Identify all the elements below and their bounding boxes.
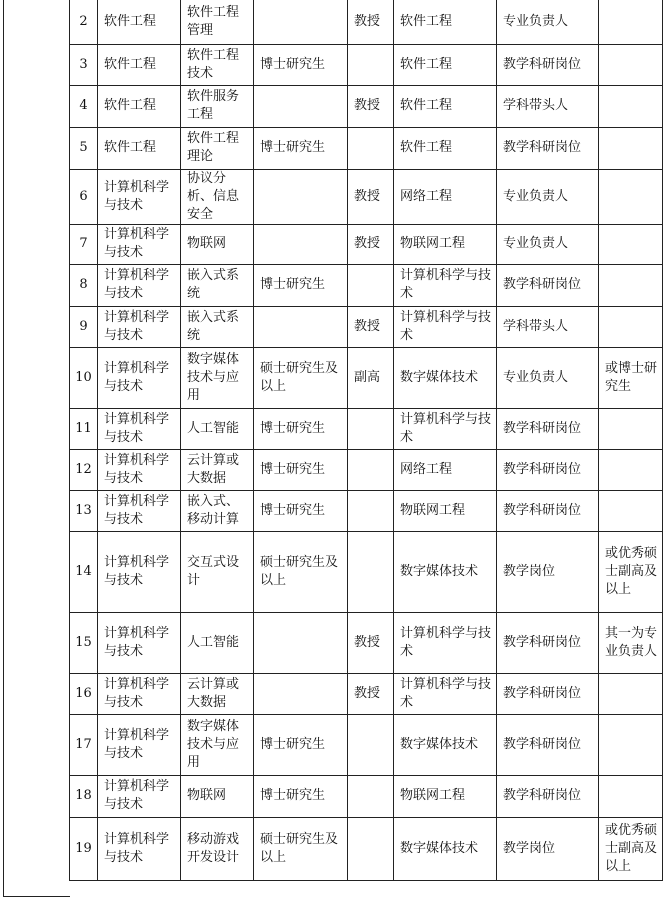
cell-education: 博士研究生 bbox=[254, 408, 348, 449]
cell-post: 学科带头人 bbox=[497, 306, 599, 347]
cell-discipline: 计算机科学与技术 bbox=[98, 490, 181, 531]
cell-professional-title: 教授 bbox=[348, 169, 394, 224]
cell-discipline: 计算机科学与技术 bbox=[98, 817, 181, 880]
cell-remark bbox=[599, 44, 663, 85]
cell-education: 硕士研究生及以上 bbox=[254, 531, 348, 612]
cell-education bbox=[254, 224, 348, 264]
cell-professional-title: 教授 bbox=[348, 0, 394, 44]
cell-major: 计算机科学与技术 bbox=[394, 264, 497, 306]
cell-research-direction: 云计算或大数据 bbox=[181, 449, 254, 490]
cell-remark bbox=[599, 449, 663, 490]
cell-professional-title: 教授 bbox=[348, 224, 394, 264]
cell-number: 10 bbox=[70, 347, 98, 408]
cell-professional-title bbox=[348, 775, 394, 817]
table-row bbox=[70, 127, 663, 169]
cell-post: 教学科研岗位 bbox=[497, 775, 599, 817]
cell-professional-title: 教授 bbox=[348, 85, 394, 127]
cell-education: 博士研究生 bbox=[254, 490, 348, 531]
table-row bbox=[70, 612, 663, 673]
cell-remark bbox=[599, 224, 663, 264]
table-row bbox=[70, 224, 663, 264]
cell-remark: 或优秀硕士副高及以上 bbox=[599, 817, 663, 880]
cell-number: 2 bbox=[70, 0, 98, 44]
cell-professional-title bbox=[348, 408, 394, 449]
cell-major: 数字媒体技术 bbox=[394, 817, 497, 880]
cell-major: 数字媒体技术 bbox=[394, 714, 497, 775]
cell-number: 12 bbox=[70, 449, 98, 490]
cell-research-direction: 云计算或大数据 bbox=[181, 673, 254, 714]
table-row bbox=[70, 44, 663, 85]
table-row bbox=[70, 531, 663, 612]
cell-discipline: 计算机科学与技术 bbox=[98, 775, 181, 817]
cell-major: 物联网工程 bbox=[394, 224, 497, 264]
cell-research-direction: 软件工程管理 bbox=[181, 0, 254, 44]
cell-education bbox=[254, 85, 348, 127]
cell-discipline: 软件工程 bbox=[98, 127, 181, 169]
cell-professional-title bbox=[348, 127, 394, 169]
cell-discipline: 计算机科学与技术 bbox=[98, 612, 181, 673]
bottom-border-line bbox=[3, 896, 70, 897]
cell-remark bbox=[599, 714, 663, 775]
cell-number: 3 bbox=[70, 44, 98, 85]
cell-education: 硕士研究生及以上 bbox=[254, 347, 348, 408]
cell-number: 14 bbox=[70, 531, 98, 612]
cell-number: 13 bbox=[70, 490, 98, 531]
cell-research-direction: 交互式设计 bbox=[181, 531, 254, 612]
cell-research-direction: 嵌入式系统 bbox=[181, 306, 254, 347]
cell-post: 专业负责人 bbox=[497, 224, 599, 264]
cell-remark bbox=[599, 490, 663, 531]
cell-major: 软件工程 bbox=[394, 0, 497, 44]
cell-remark bbox=[599, 0, 663, 44]
table-row bbox=[70, 306, 663, 347]
cell-professional-title bbox=[348, 817, 394, 880]
cell-professional-title bbox=[348, 264, 394, 306]
cell-remark bbox=[599, 775, 663, 817]
cell-number: 16 bbox=[70, 673, 98, 714]
cell-professional-title bbox=[348, 44, 394, 85]
cell-major: 软件工程 bbox=[394, 44, 497, 85]
table-row bbox=[70, 817, 663, 880]
cell-education: 博士研究生 bbox=[254, 264, 348, 306]
cell-discipline: 计算机科学与技术 bbox=[98, 714, 181, 775]
cell-discipline: 计算机科学与技术 bbox=[98, 224, 181, 264]
cell-remark bbox=[599, 169, 663, 224]
cell-education bbox=[254, 0, 348, 44]
cell-major: 网络工程 bbox=[394, 169, 497, 224]
cell-discipline: 软件工程 bbox=[98, 0, 181, 44]
cell-remark bbox=[599, 85, 663, 127]
table-row bbox=[70, 490, 663, 531]
cell-education: 博士研究生 bbox=[254, 127, 348, 169]
cell-research-direction: 移动游戏开发设计 bbox=[181, 817, 254, 880]
cell-number: 5 bbox=[70, 127, 98, 169]
cell-discipline: 计算机科学与技术 bbox=[98, 408, 181, 449]
cell-major: 软件工程 bbox=[394, 85, 497, 127]
cell-research-direction: 人工智能 bbox=[181, 612, 254, 673]
cell-education bbox=[254, 673, 348, 714]
cell-post: 教学科研岗位 bbox=[497, 612, 599, 673]
cell-post: 教学科研岗位 bbox=[497, 490, 599, 531]
table-row bbox=[70, 347, 663, 408]
recruitment-table bbox=[69, 0, 663, 881]
cell-post: 专业负责人 bbox=[497, 169, 599, 224]
table-row bbox=[70, 673, 663, 714]
cell-post: 教学科研岗位 bbox=[497, 449, 599, 490]
cell-post: 教学岗位 bbox=[497, 531, 599, 612]
cell-major: 数字媒体技术 bbox=[394, 347, 497, 408]
table-body bbox=[70, 0, 663, 880]
cell-discipline: 软件工程 bbox=[98, 44, 181, 85]
table-row bbox=[70, 408, 663, 449]
cell-discipline: 计算机科学与技术 bbox=[98, 673, 181, 714]
table-row bbox=[70, 264, 663, 306]
cell-remark: 或博士研究生 bbox=[599, 347, 663, 408]
cell-education: 博士研究生 bbox=[254, 449, 348, 490]
cell-research-direction: 嵌入式、移动计算 bbox=[181, 490, 254, 531]
cell-post: 教学科研岗位 bbox=[497, 127, 599, 169]
cell-discipline: 计算机科学与技术 bbox=[98, 449, 181, 490]
cell-research-direction: 软件工程技术 bbox=[181, 44, 254, 85]
cell-education bbox=[254, 169, 348, 224]
cell-discipline: 软件工程 bbox=[98, 85, 181, 127]
cell-education bbox=[254, 612, 348, 673]
cell-post: 专业负责人 bbox=[497, 347, 599, 408]
cell-number: 7 bbox=[70, 224, 98, 264]
cell-research-direction: 数字媒体技术与应用 bbox=[181, 347, 254, 408]
cell-discipline: 计算机科学与技术 bbox=[98, 264, 181, 306]
cell-research-direction: 物联网 bbox=[181, 775, 254, 817]
cell-professional-title: 教授 bbox=[348, 612, 394, 673]
cell-education: 博士研究生 bbox=[254, 714, 348, 775]
cell-remark bbox=[599, 306, 663, 347]
table-row bbox=[70, 169, 663, 224]
cell-research-direction: 数字媒体技术与应用 bbox=[181, 714, 254, 775]
cell-post: 教学岗位 bbox=[497, 817, 599, 880]
table-row bbox=[70, 449, 663, 490]
cell-professional-title bbox=[348, 531, 394, 612]
cell-research-direction: 协议分析、信息安全 bbox=[181, 169, 254, 224]
cell-major: 计算机科学与技术 bbox=[394, 612, 497, 673]
cell-major: 计算机科学与技术 bbox=[394, 306, 497, 347]
cell-remark bbox=[599, 673, 663, 714]
cell-major: 计算机科学与技术 bbox=[394, 673, 497, 714]
cell-education: 博士研究生 bbox=[254, 44, 348, 85]
table-row bbox=[70, 714, 663, 775]
cell-post: 教学科研岗位 bbox=[497, 44, 599, 85]
cell-professional-title bbox=[348, 714, 394, 775]
cell-research-direction: 软件服务工程 bbox=[181, 85, 254, 127]
cell-major: 物联网工程 bbox=[394, 490, 497, 531]
left-border-line bbox=[3, 0, 4, 897]
cell-post: 教学科研岗位 bbox=[497, 714, 599, 775]
cell-major: 网络工程 bbox=[394, 449, 497, 490]
cell-number: 18 bbox=[70, 775, 98, 817]
table-row bbox=[70, 85, 663, 127]
cell-number: 4 bbox=[70, 85, 98, 127]
cell-major: 软件工程 bbox=[394, 127, 497, 169]
cell-major: 物联网工程 bbox=[394, 775, 497, 817]
cell-discipline: 计算机科学与技术 bbox=[98, 347, 181, 408]
cell-remark bbox=[599, 264, 663, 306]
cell-number: 17 bbox=[70, 714, 98, 775]
cell-number: 19 bbox=[70, 817, 98, 880]
cell-post: 专业负责人 bbox=[497, 0, 599, 44]
cell-research-direction: 物联网 bbox=[181, 224, 254, 264]
cell-research-direction: 人工智能 bbox=[181, 408, 254, 449]
cell-number: 6 bbox=[70, 169, 98, 224]
cell-remark: 其一为专业负责人 bbox=[599, 612, 663, 673]
cell-post: 教学科研岗位 bbox=[497, 673, 599, 714]
cell-professional-title: 教授 bbox=[348, 306, 394, 347]
table-row bbox=[70, 0, 663, 44]
cell-post: 学科带头人 bbox=[497, 85, 599, 127]
cell-discipline: 计算机科学与技术 bbox=[98, 169, 181, 224]
cell-discipline: 计算机科学与技术 bbox=[98, 306, 181, 347]
cell-education: 博士研究生 bbox=[254, 775, 348, 817]
cell-remark: 或优秀硕士副高及以上 bbox=[599, 531, 663, 612]
cell-discipline: 计算机科学与技术 bbox=[98, 531, 181, 612]
cell-number: 11 bbox=[70, 408, 98, 449]
cell-major: 数字媒体技术 bbox=[394, 531, 497, 612]
cell-research-direction: 软件工程理论 bbox=[181, 127, 254, 169]
cell-post: 教学科研岗位 bbox=[497, 264, 599, 306]
cell-professional-title bbox=[348, 490, 394, 531]
cell-number: 8 bbox=[70, 264, 98, 306]
cell-major: 计算机科学与技术 bbox=[394, 408, 497, 449]
cell-post: 教学科研岗位 bbox=[497, 408, 599, 449]
table-row bbox=[70, 775, 663, 817]
cell-remark bbox=[599, 408, 663, 449]
cell-research-direction: 嵌入式系统 bbox=[181, 264, 254, 306]
cell-professional-title bbox=[348, 449, 394, 490]
cell-remark bbox=[599, 127, 663, 169]
cell-professional-title: 副高 bbox=[348, 347, 394, 408]
cell-number: 15 bbox=[70, 612, 98, 673]
cell-education bbox=[254, 306, 348, 347]
cell-professional-title: 教授 bbox=[348, 673, 394, 714]
cell-number: 9 bbox=[70, 306, 98, 347]
cell-education: 硕士研究生及以上 bbox=[254, 817, 348, 880]
